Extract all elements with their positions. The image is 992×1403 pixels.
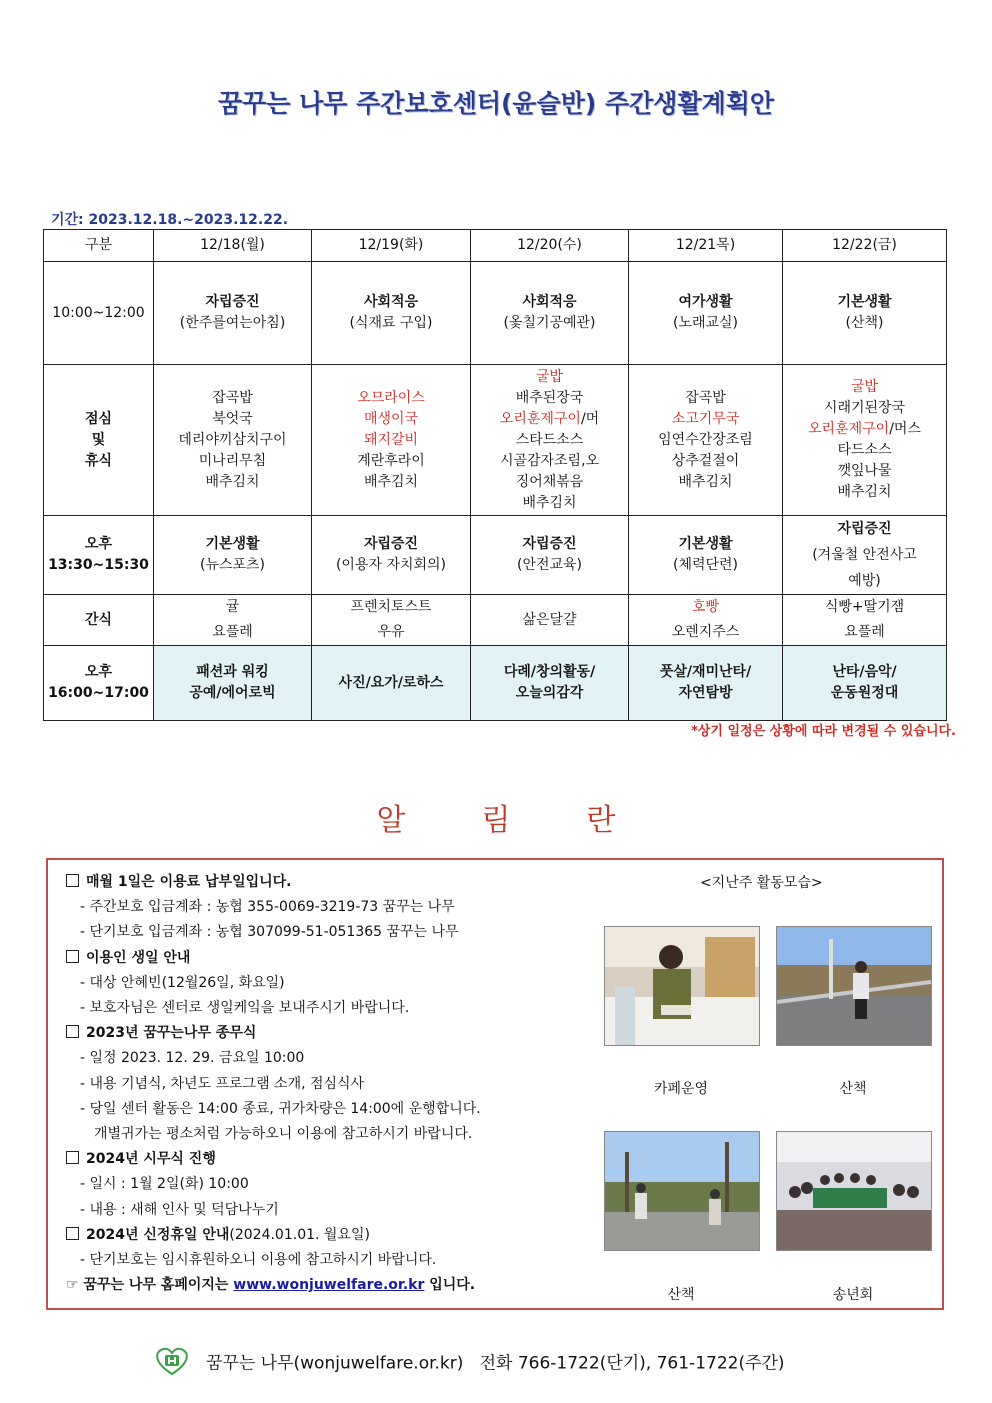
page-title: 꿈꾸는 나무 주간보호센터(윤슬반) 주간생활계획안 bbox=[217, 89, 775, 118]
menu-line bbox=[158, 472, 307, 493]
menu-line bbox=[633, 409, 778, 430]
menu-line bbox=[633, 451, 778, 472]
menu-item-tail: /머스 bbox=[889, 421, 921, 437]
program-line: 자연탐방 bbox=[678, 685, 733, 701]
row-label-line: 13:30~15:30 bbox=[48, 557, 149, 573]
row-label-line: 오후 bbox=[84, 536, 113, 552]
checkbox-icon bbox=[66, 1151, 79, 1164]
notice-heading-text: 매월 1일은 이용료 납부일입니다. bbox=[86, 874, 292, 890]
program-line: 패션과 워킹 bbox=[196, 664, 269, 680]
menu-line bbox=[787, 440, 942, 461]
menu-item-text: 배추김치 bbox=[837, 484, 892, 500]
menu-item-text: 오리훈제구이 bbox=[808, 421, 890, 437]
menu-item-text: 잡곡밥 bbox=[212, 389, 253, 406]
homepage-suffix: 입니다. bbox=[429, 1277, 476, 1294]
menu-line bbox=[475, 430, 624, 451]
menu-line bbox=[475, 367, 624, 388]
menu-item-text: 우유 bbox=[377, 624, 405, 640]
activity-cell bbox=[471, 262, 629, 365]
activity-cell bbox=[783, 262, 947, 365]
menu-line bbox=[316, 595, 466, 620]
menu-item-text: 호빵 bbox=[691, 599, 720, 615]
menu-item-text: 징어채볶음 bbox=[515, 473, 584, 490]
menu-cell bbox=[312, 365, 471, 516]
program-line: 오늘의감각 bbox=[515, 685, 584, 701]
program-cell bbox=[783, 646, 947, 721]
menu-line bbox=[158, 430, 307, 451]
menu-item-text: 상추겉절이 bbox=[671, 452, 740, 469]
program-line: 운동원정대 bbox=[830, 685, 899, 701]
notice-detail: - 주간보호 입금계좌 : 농협 355-0069-3219-73 꿈꾸는 나무 bbox=[80, 899, 455, 916]
activity-detail: (체력단련) bbox=[672, 557, 739, 573]
footer bbox=[152, 1346, 785, 1381]
snack-cell bbox=[471, 595, 629, 646]
activity-detail: (산책) bbox=[845, 315, 884, 331]
menu-line bbox=[633, 620, 778, 645]
menu-item-text: 오리훈제구이 bbox=[499, 410, 581, 427]
menu-item-text: 돼지갈비 bbox=[363, 431, 419, 448]
menu-line bbox=[316, 620, 466, 645]
photo-caption: 산책 bbox=[839, 1081, 867, 1097]
row-label-line: 및 bbox=[91, 431, 106, 448]
header-cell: 12/22(금) bbox=[783, 230, 947, 262]
activity-detail: (겨울철 안전사고 bbox=[812, 547, 917, 563]
row-label-line: 휴식 bbox=[84, 452, 113, 469]
menu-cell bbox=[471, 365, 629, 516]
menu-line bbox=[787, 595, 942, 620]
row-label-line: 점심 bbox=[84, 410, 113, 427]
activity-title: 기본생활 bbox=[205, 536, 260, 552]
notice-detail: - 단기보호 입금계좌 : 농협 307099-51-051365 꿈꾸는 나무 bbox=[80, 924, 459, 941]
activity-detail: (노래교실) bbox=[672, 315, 739, 331]
notice-detail: - 일시 : 1월 2일(화) 10:00 bbox=[80, 1176, 249, 1193]
program-cell bbox=[471, 646, 629, 721]
activity-title: 사회적응 bbox=[363, 294, 419, 310]
menu-item-text: 계란후라이 bbox=[357, 452, 425, 469]
activity-title: 자립증진 bbox=[522, 536, 577, 552]
menu-item-text: 프렌치토스트 bbox=[350, 599, 432, 615]
photo-cafe bbox=[604, 926, 760, 1046]
menu-line bbox=[633, 388, 778, 409]
menu-item-text: 스타드소스 bbox=[515, 431, 584, 448]
menu-line bbox=[158, 451, 307, 472]
notice-box bbox=[46, 858, 944, 1310]
notice-detail: - 일정 2023. 12. 29. 금요일 10:00 bbox=[80, 1050, 305, 1067]
activity-cell bbox=[629, 262, 783, 365]
program-line: 난타/음악/ bbox=[832, 664, 897, 680]
menu-line bbox=[475, 409, 624, 430]
menu-line bbox=[475, 388, 624, 409]
photo-walk bbox=[776, 926, 932, 1046]
menu-cell bbox=[783, 365, 947, 516]
activity-cell bbox=[154, 516, 312, 595]
notice-heading-text: 2024년 시무식 진행 bbox=[86, 1151, 216, 1168]
snack-cell bbox=[629, 595, 783, 646]
activity-detail: (옻칠기공예관) bbox=[503, 315, 596, 331]
menu-line bbox=[158, 388, 307, 409]
menu-line bbox=[633, 430, 778, 451]
menu-item-text: 굴밥 bbox=[850, 379, 879, 395]
menu-line bbox=[475, 608, 624, 633]
menu-item-text: 타드소스 bbox=[837, 442, 892, 458]
activity-detail: (안전교육) bbox=[516, 557, 583, 573]
notice-item bbox=[66, 1147, 586, 1172]
menu-line bbox=[158, 595, 307, 620]
menu-item-text: 배추김치 bbox=[678, 473, 733, 490]
menu-line bbox=[316, 472, 466, 493]
footer-text: 꿈꾸는 나무(wonjuwelfare.or.kr) 전화 766-1722(단기), 761-1722(주간) bbox=[206, 1353, 785, 1374]
morning-row bbox=[44, 262, 947, 365]
menu-item-text: 배추김치 bbox=[205, 473, 260, 490]
menu-item-text: 미나리무침 bbox=[198, 452, 267, 469]
notice-detail: - 당일 센터 활동은 14:00 종료, 귀가차량은 14:00에 운행합니다. bbox=[80, 1100, 481, 1117]
photos-heading: <지난주 활동모습> bbox=[700, 875, 823, 891]
activity-detail: (한주를여는아침) bbox=[179, 315, 286, 331]
menu-item-text: 시골감자조림,오 bbox=[499, 452, 600, 469]
menu-item-text: 북엇국 bbox=[212, 410, 253, 427]
menu-line bbox=[475, 451, 624, 472]
menu-line bbox=[158, 409, 307, 430]
weekly-schedule-table bbox=[43, 229, 947, 721]
menu-line bbox=[316, 388, 466, 409]
row-label bbox=[44, 365, 154, 516]
notice-heading-text: 2023년 꿈꾸는나무 종무식 bbox=[86, 1025, 257, 1042]
notice-item bbox=[66, 946, 586, 971]
photo-caption: 카페운영 bbox=[653, 1081, 709, 1097]
menu-cell bbox=[629, 365, 783, 516]
activity-title: 기본생활 bbox=[678, 536, 733, 552]
notice-detail: - 보호자님은 센터로 생일케잌을 보내주시기 바랍니다. bbox=[80, 1000, 410, 1017]
notice-list bbox=[66, 870, 586, 1298]
header-cell: 12/19(화) bbox=[312, 230, 471, 262]
menu-item-text: 배추김치 bbox=[363, 473, 419, 490]
header-cell: 12/21목) bbox=[629, 230, 783, 262]
activity-title: 자립증진 bbox=[205, 294, 260, 310]
activity-detail: (이용자 자치회의) bbox=[335, 557, 447, 573]
notice-item bbox=[66, 1021, 586, 1046]
menu-line bbox=[316, 409, 466, 430]
menu-item-text: 소고기무국 bbox=[671, 410, 740, 427]
menu-line bbox=[475, 472, 624, 493]
program-line: 다례/창의활동/ bbox=[503, 664, 596, 680]
activity-detail: (식재료 구입) bbox=[349, 315, 433, 331]
notice-heading-char: 알 bbox=[376, 803, 406, 838]
menu-line bbox=[787, 482, 942, 503]
walk2-photo-image bbox=[605, 1132, 759, 1250]
menu-line bbox=[316, 451, 466, 472]
checkbox-icon bbox=[66, 1025, 79, 1038]
afternoon-row bbox=[44, 516, 947, 595]
program-cell bbox=[629, 646, 783, 721]
cafe-photo-image bbox=[605, 927, 759, 1045]
notice-detail: - 내용 기념식, 차년도 프로그램 소개, 점심식사 bbox=[80, 1075, 365, 1092]
row-label-line: 16:00~17:00 bbox=[48, 685, 149, 701]
menu-line bbox=[158, 620, 307, 645]
activity-cell bbox=[312, 516, 471, 595]
menu-line bbox=[316, 430, 466, 451]
notice-detail: - 단기보호는 임시휴원하오니 이용에 참고하시기 바랍니다. bbox=[80, 1252, 437, 1269]
checkbox-icon bbox=[66, 1227, 79, 1240]
header-cell: 구분 bbox=[44, 230, 154, 262]
menu-line bbox=[787, 461, 942, 482]
notice-heading-char: 림 bbox=[481, 803, 511, 838]
menu-item-text: 잡곡밥 bbox=[685, 389, 726, 406]
schedule-change-note: *상기 일정은 상황에 따라 변경될 수 있습니다. bbox=[691, 724, 956, 739]
menu-item-text: 삶은달걀 bbox=[522, 611, 577, 628]
activity-detail: 예방) bbox=[848, 573, 881, 589]
menu-item-tail: /머 bbox=[580, 410, 600, 427]
menu-item-text: 굴밥 bbox=[535, 368, 564, 385]
menu-item-text: 시래기된장국 bbox=[823, 400, 906, 416]
homepage-line bbox=[66, 1273, 586, 1298]
menu-line bbox=[633, 595, 778, 620]
notice-detail: - 내용 : 새해 인사 및 덕담나누기 bbox=[80, 1201, 279, 1218]
header-cell: 12/18(월) bbox=[154, 230, 312, 262]
notice-heading-text: 2024년 신정휴일 안내 bbox=[86, 1226, 230, 1243]
notice-heading-text: 이용인 생일 안내 bbox=[86, 949, 191, 966]
menu-item-text: 요플레 bbox=[212, 624, 253, 640]
menu-item-text: 요플레 bbox=[844, 624, 885, 640]
notice-heading-char: 란 bbox=[586, 803, 616, 838]
snack-cell bbox=[783, 595, 947, 646]
menu-item-text: 임연수간장조림 bbox=[658, 431, 753, 448]
period-label: 기간: 2023.12.18.~2023.12.22. bbox=[51, 212, 289, 228]
checkbox-icon bbox=[66, 874, 79, 887]
menu-item-text: 깻잎나물 bbox=[837, 463, 892, 479]
menu-item-text: 데리야끼삼치구이 bbox=[178, 431, 287, 448]
activity-title: 여가생활 bbox=[678, 294, 733, 310]
row-label bbox=[44, 646, 154, 721]
heart-logo-icon bbox=[152, 1346, 192, 1381]
notice-detail: - 대상 안혜빈(12월26일, 화요일) bbox=[80, 974, 285, 991]
notice-detail: 개별귀가는 평소처럼 가능하오니 이용에 참고하시기 바랍니다. bbox=[94, 1126, 473, 1143]
menu-item-text: 배추김치 bbox=[522, 494, 577, 511]
activity-cell bbox=[312, 262, 471, 365]
notice-heading bbox=[0, 795, 992, 839]
activity-title: 자립증진 bbox=[363, 536, 419, 552]
header-cell: 12/20(수) bbox=[471, 230, 629, 262]
snack-cell bbox=[312, 595, 471, 646]
menu-line bbox=[475, 493, 624, 514]
homepage-link[interactable]: www.wonjuwelfare.or.kr bbox=[233, 1277, 425, 1294]
program-cell bbox=[154, 646, 312, 721]
notice-item bbox=[66, 1223, 586, 1248]
menu-line bbox=[633, 472, 778, 493]
menu-item-text: 오므라이스 bbox=[357, 389, 425, 406]
photo-yearend bbox=[776, 1131, 932, 1251]
row-label: 10:00~12:00 bbox=[44, 262, 154, 365]
checkbox-icon bbox=[66, 950, 79, 963]
activity-cell bbox=[783, 516, 947, 595]
menu-item-text: 오렌지주스 bbox=[671, 624, 740, 640]
walk-photo-image bbox=[777, 927, 931, 1045]
menu-line bbox=[787, 419, 942, 440]
program-line: 공예/에어로빅 bbox=[189, 685, 276, 701]
row-label-line: 오후 bbox=[84, 664, 113, 680]
row-label: 간식 bbox=[44, 595, 154, 646]
menu-item-text: 배추된장국 bbox=[515, 389, 584, 406]
row-label bbox=[44, 516, 154, 595]
program-line: 풋살/재미난타/ bbox=[659, 664, 752, 680]
menu-line bbox=[787, 377, 942, 398]
menu-item-text: 매생이국 bbox=[363, 410, 419, 427]
menu-line bbox=[787, 620, 942, 645]
menu-line bbox=[787, 398, 942, 419]
late-afternoon-row bbox=[44, 646, 947, 721]
yearend-photo-image bbox=[777, 1132, 931, 1250]
menu-item-text: 식빵+딸기잼 bbox=[824, 599, 905, 615]
homepage-label: ☞ 꿈꾸는 나무 홈페이지는 bbox=[66, 1277, 229, 1294]
activity-title: 기본생활 bbox=[837, 294, 892, 310]
lunch-row bbox=[44, 365, 947, 516]
snack-cell bbox=[154, 595, 312, 646]
notice-item bbox=[66, 870, 586, 895]
photo-walk-2 bbox=[604, 1131, 760, 1251]
program-cell bbox=[312, 646, 471, 721]
activity-cell bbox=[154, 262, 312, 365]
activity-detail: (뉴스포츠) bbox=[199, 557, 266, 573]
activity-title: 자립증진 bbox=[837, 521, 892, 537]
photo-caption: 산책 bbox=[667, 1287, 695, 1303]
activity-cell bbox=[629, 516, 783, 595]
activity-cell bbox=[471, 516, 629, 595]
header-row bbox=[44, 230, 947, 262]
program-line: 사진/요가/로하스 bbox=[338, 674, 444, 691]
activity-title: 사회적응 bbox=[522, 294, 577, 310]
menu-item-text: 귤 bbox=[225, 599, 240, 615]
snack-row bbox=[44, 595, 947, 646]
notice-date: (2024.01.01. 월요일) bbox=[229, 1226, 370, 1243]
menu-cell bbox=[154, 365, 312, 516]
photo-caption: 송년회 bbox=[832, 1287, 874, 1303]
